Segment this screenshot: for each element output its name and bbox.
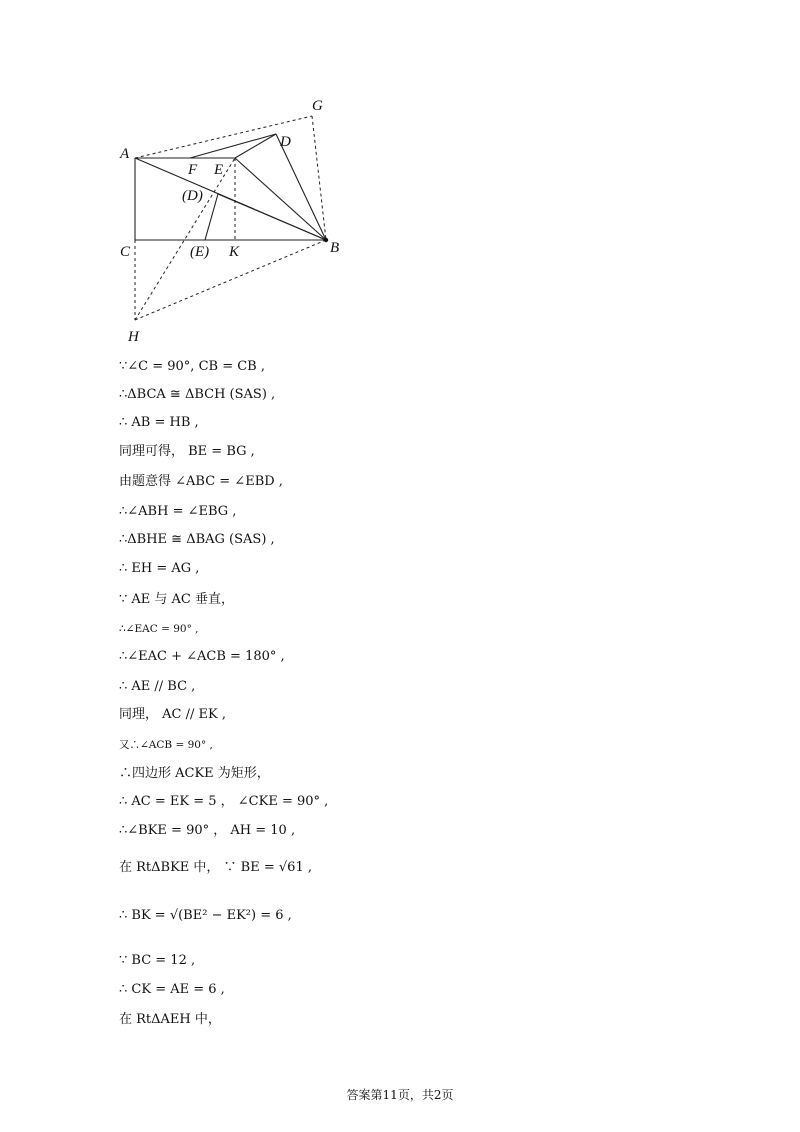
geometry-figure: [110, 90, 360, 350]
step-line: 由题意得 ∠ABC = ∠EBD ,: [119, 474, 283, 489]
label-G: G: [312, 98, 323, 114]
step-line: ∴ΔBHE ≅ ΔBAG (SAS) ,: [119, 532, 275, 547]
step-line: ∵ BC = 12 ,: [119, 953, 196, 968]
segment-FD: [190, 134, 276, 158]
segment-ED: [235, 134, 276, 158]
label-E: E: [214, 162, 224, 178]
step-line: ∴ CK = AE = 6 ,: [119, 982, 225, 997]
step-line: ∴ΔBCA ≅ ΔBCH (SAS) ,: [119, 387, 276, 402]
label-E-paren: (E): [190, 244, 210, 260]
segment-D2E2: [205, 194, 218, 240]
dashed-HE: [135, 158, 235, 320]
page-footer: 答案第11页，共2页: [346, 1088, 454, 1102]
label-D-paren: (D): [182, 188, 203, 204]
step-line: ∴ AC = EK = 5 ， ∠CKE = 90° ,: [119, 794, 329, 809]
step-line: ∴∠ABH = ∠EBG ,: [119, 504, 237, 519]
step-line: 在 RtΔAEH 中，: [119, 1012, 221, 1027]
step-line: 同理可得， BE = BG ,: [119, 444, 255, 459]
label-C: C: [120, 244, 131, 260]
label-D: D: [280, 134, 291, 150]
step-line: ∴四边形 ACKE 为矩形，: [119, 766, 270, 781]
segment-EB: [235, 158, 326, 240]
step-line: ∴∠BKE = 90° ， AH = 10 ,: [119, 823, 296, 838]
step-line: ∵ AE 与 AC 垂直，: [119, 592, 235, 607]
step-line: 又∴∠ACB = 90° ,: [119, 739, 213, 751]
label-K: K: [229, 244, 240, 260]
step-line: ∴ AE // BC ,: [119, 679, 196, 694]
step-line: ∴ BK = √(BE² − EK²) = 6 ,: [119, 908, 292, 923]
step-line: ∴∠EAC + ∠ACB = 180° ,: [119, 649, 285, 664]
dashed-GB: [312, 116, 326, 240]
step-line: ∴ EH = AG ,: [119, 561, 200, 576]
point-B: [324, 238, 328, 242]
step-line: ∴ AB = HB ,: [119, 415, 199, 430]
segment-D2B: [218, 194, 326, 240]
label-B: B: [330, 240, 340, 256]
step-line: 在 RtΔBKE 中， ∵ BE = √61 ,: [119, 860, 312, 875]
label-F: F: [188, 162, 198, 178]
label-A: A: [120, 146, 130, 162]
label-H: H: [128, 329, 139, 345]
step-line: ∴∠EAC = 90° ,: [119, 623, 199, 635]
step-line: 同理， AC // EK ,: [119, 707, 226, 722]
step-line: ∵∠C = 90°, CB = CB ,: [119, 359, 265, 374]
